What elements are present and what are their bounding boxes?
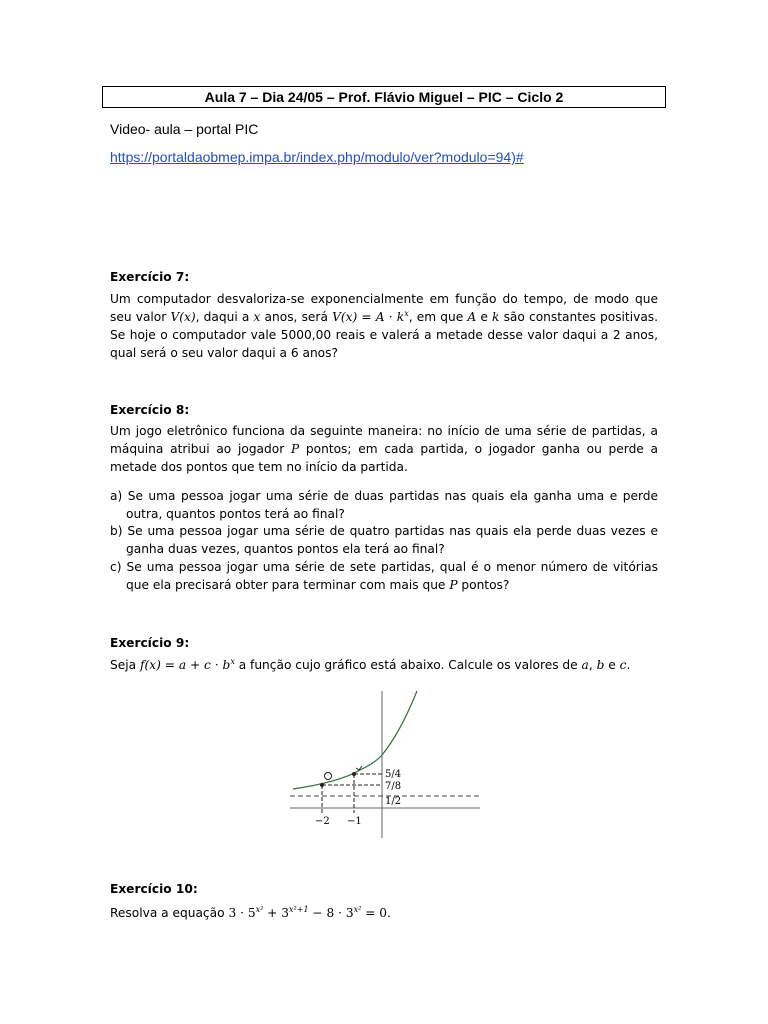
page-header <box>102 86 666 108</box>
exercise-8-item-c: c) Se uma pessoa jogar uma série de sete partidas, qual é o menor número de vitórias que ela precisará obter para terminar com mais que P pontos? <box>110 560 658 592</box>
exercise-9-title: Exercício 9: <box>110 636 190 650</box>
exercise-7-text: Um computador desvaloriza-se exponencialmente em função do tempo, de modo que seu valor V(x), daqui a x anos, será $V(x) = A \cdot k^x$, em que A e k são constantes positivas. Se hoje o computador vale 5000,00 reais e valerá a metade desse valor daqui a 2 anos, qual será o seu valor daqui a 6 anos? <box>110 292 659 360</box>
exercise-8-item-a: a) Se uma pessoa jogar uma série de duas partidas nas quais ela ganha uma e perde outra, quantos pontos terá ao final? <box>110 489 658 521</box>
exercise-9-text: Seja $f(x) = a + c \cdot b^x$ a função cujo gráfico está abaixo. Calcule os valores de a, b e c. <box>110 656 631 672</box>
open-point <box>325 773 332 780</box>
exercise-7-title: Exercício 7: <box>110 270 190 284</box>
header-title: Aula 7 – Dia 24/05 – Prof. Flávio Miguel – PIC – Ciclo 2 <box>204 89 564 105</box>
video-label: Video- aula – portal PIC <box>110 121 259 137</box>
exercise-10-title: Exercício 10: <box>110 882 198 896</box>
exercise-10-text: Resolva a equação $3 \cdot 5^{x^2} + 3^{x^2+1} - 8 \cdot 3^{x^2} = 0$. <box>110 904 391 920</box>
exponential-graph <box>285 688 485 838</box>
portal-link[interactable]: https://portaldaobmep.impa.br/index.php/modulo/ver?modulo=94)# <box>110 149 524 165</box>
point-x-minus-1 <box>352 772 356 776</box>
y-label-7-8: 7/8 <box>385 781 402 792</box>
x-label-minus-2: −2 <box>315 816 330 827</box>
y-label-5-4: 5/4 <box>385 769 402 780</box>
point-x-minus-2 <box>320 783 324 787</box>
exercise-8-title: Exercício 8: <box>110 403 190 417</box>
exercise-8-text: Um jogo eletrônico funciona da seguinte maneira: no início de uma série de partidas, a máquina atribui ao jogador P pontos; em cada partida, o jogador ganha ou perde a metade dos pontos que tem no início da partida. <box>110 424 659 474</box>
x-label-minus-1: −1 <box>347 816 362 827</box>
exercise-8-item-b: b) Se uma pessoa jogar uma série de quatro partidas nas quais ela perde duas vezes e ganha duas vezes, quantos pontos ela terá ao final? <box>110 524 658 556</box>
y-label-1-2: 1/2 <box>385 796 402 807</box>
